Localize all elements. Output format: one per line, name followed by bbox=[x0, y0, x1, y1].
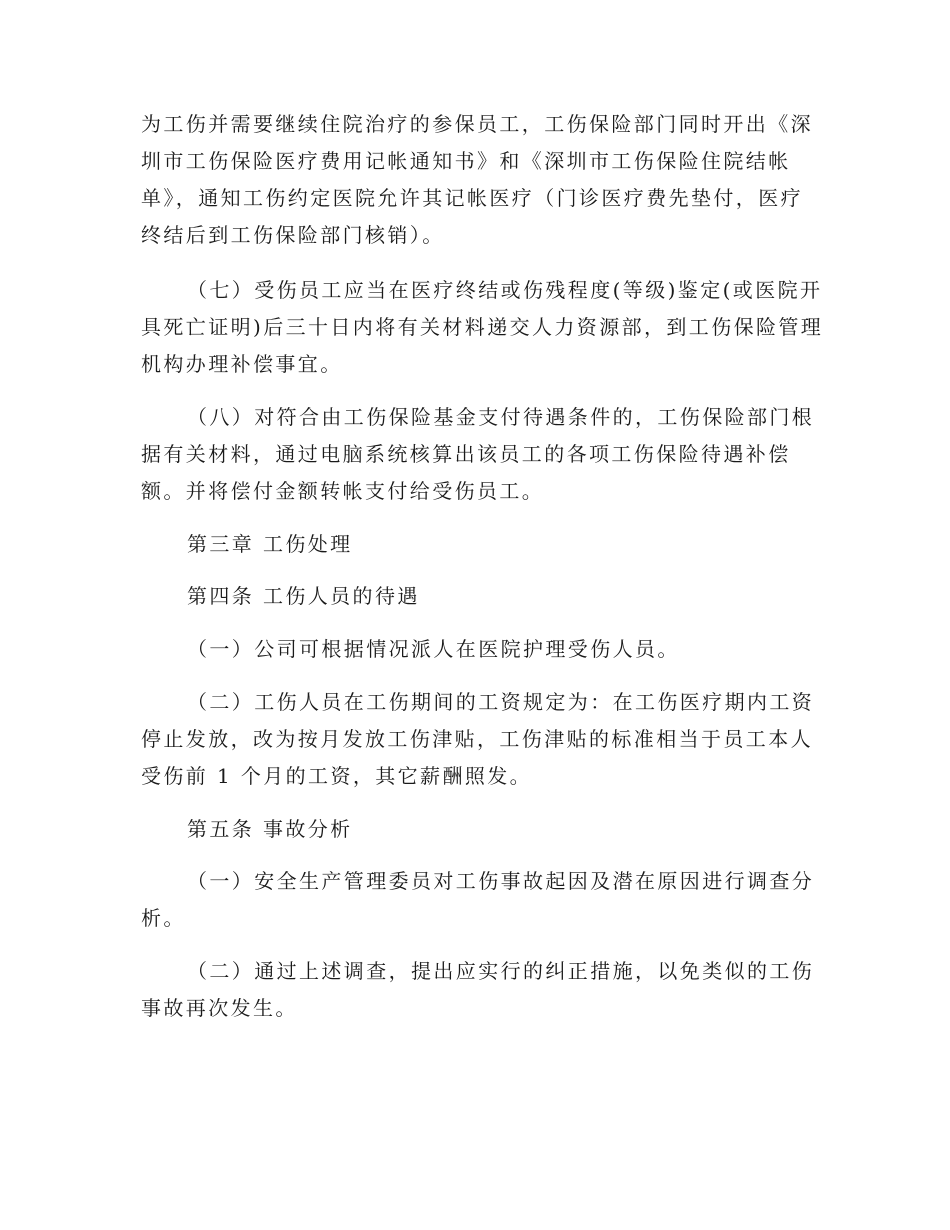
chapter-heading bbox=[141, 526, 813, 563]
paragraph-item-7 bbox=[141, 272, 824, 383]
text-line: （二）工伤人员在工伤期间的工资规定为：在工伤医疗期内工资 bbox=[187, 690, 815, 714]
text-line: 具死亡证明)后三十日内将有关材料递交人力资源部，到工伤保险管理 bbox=[141, 315, 824, 339]
chapter-title: 第三章 工伤处理 bbox=[187, 532, 353, 556]
text-line: （一）安全生产管理委员对工伤事故起因及潜在原因进行调查分 bbox=[187, 869, 815, 893]
text-line: （七）受伤员工应当在医疗终结或伤残程度(等级)鉴定(或医院开 bbox=[187, 278, 823, 302]
article-title: 第四条 工伤人员的待遇 bbox=[187, 584, 420, 608]
article-heading bbox=[141, 578, 813, 615]
paragraph-item-8 bbox=[141, 399, 813, 510]
text-line: 据有关材料，通过电脑系统核算出该员工的各项工伤保险待遇补偿 bbox=[141, 442, 791, 466]
paragraph-medical-billing bbox=[141, 106, 813, 254]
paragraph-article5-item-2 bbox=[141, 953, 813, 1027]
text-line: 额。并将偿付金额转帐支付给受伤员工。 bbox=[141, 479, 545, 503]
paragraph-article5-item-1 bbox=[141, 863, 813, 937]
paragraph-article4-item-1 bbox=[141, 631, 813, 668]
text-line: 机构办理补偿事宜。 bbox=[141, 352, 343, 376]
text-line: （二）通过上述调查，提出应实行的纠正措施，以免类似的工伤 bbox=[187, 959, 815, 983]
text-line: 受伤前 1 个月的工资，其它薪酬照发。 bbox=[141, 764, 533, 788]
text-line: 为工伤并需要继续住院治疗的参保员工，工伤保险部门同时开出《深 bbox=[141, 112, 813, 136]
text-line: 析。 bbox=[141, 906, 186, 930]
text-line: 终结后到工伤保险部门核销）。 bbox=[141, 223, 445, 247]
text-line: （八）对符合由工伤保险基金支付待遇条件的，工伤保险部门根 bbox=[187, 405, 815, 429]
article-heading bbox=[141, 811, 813, 848]
text-line: （一）公司可根据情况派人在医院护理受伤人员。 bbox=[187, 637, 680, 661]
article-title: 第五条 事故分析 bbox=[187, 817, 353, 841]
paragraph-article4-item-2 bbox=[141, 684, 813, 795]
text-line: 停止发放，改为按月发放工伤津贴，工伤津贴的标准相当于员工本人 bbox=[141, 727, 813, 751]
text-line: 圳市工伤保险医疗费用记帐通知书》和《深圳市工伤保险住院结帐 bbox=[141, 149, 791, 173]
text-line: 事故再次发生。 bbox=[141, 996, 298, 1020]
text-line: 单》，通知工伤约定医院允许其记帐医疗（门诊医疗费先垫付，医疗 bbox=[141, 186, 803, 210]
